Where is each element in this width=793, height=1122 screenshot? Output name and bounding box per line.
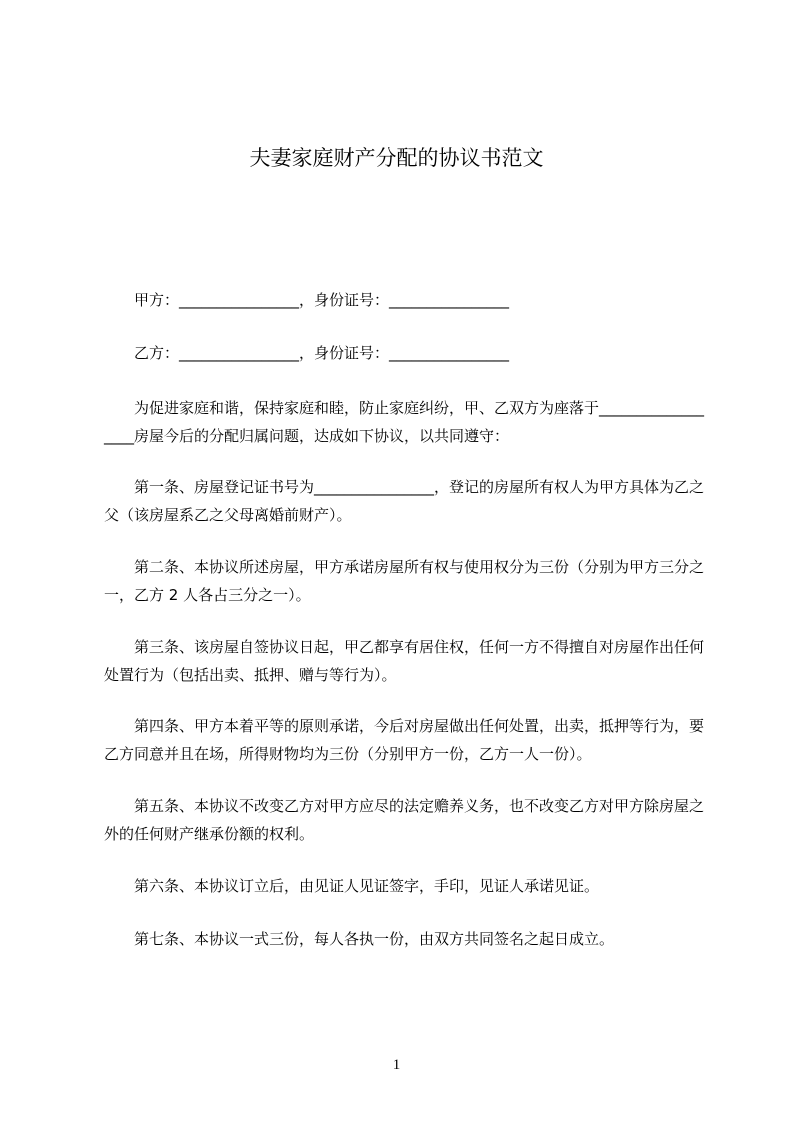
article-3: 第三条、该房屋自签协议日起，甲乙都享有居住权，任何一方不得擅自对房屋作出任何处置行为（包括出卖、抵押、赠与等行为）。 — [104, 638, 705, 684]
article-6: 第六条、本协议订立后，由见证人见证签字，手印，见证人承诺见证。 — [134, 877, 600, 895]
article-4: 第四条、甲方本着平等的原则承诺，今后对房屋做出任何处置，出卖，抵押等行为，要乙方同意并且在场，所得财物均为三份（分别甲方一份，乙方一人一份）。 — [104, 717, 705, 763]
article-1: 第一条、房屋登记证书号为________________，登记的房屋所有权人为甲方具体为乙之父（该房屋系乙之父母离婚前财产）。 — [104, 478, 705, 524]
article-7: 第七条、本协议一式三份，每人各执一份，由双方共同签名之起日成立。 — [134, 930, 615, 948]
party-a-line: 甲方：________________，身份证号：________________ — [134, 291, 510, 309]
document-title: 夫妻家庭财产分配的协议书范文 — [249, 146, 544, 170]
article-2: 第二条、本协议所述房屋，甲方承诺房屋所有权与使用权分为三份（分别为甲方三分之一，乙方 2 人各占三分之一）。 — [104, 558, 705, 604]
intro-paragraph: 为促进家庭和谐，保持家庭和睦，防止家庭纠纷，甲、乙双方为座落于__________________房屋今后的分配归属问题，达成如下协议，以共同遵守： — [104, 399, 705, 445]
party-b-line: 乙方：________________，身份证号：________________ — [134, 344, 510, 362]
page-number: 1 — [392, 1057, 401, 1073]
article-5: 第五条、本协议不改变乙方对甲方应尽的法定赡养义务，也不改变乙方对甲方除房屋之外的任何财产继承份额的权利。 — [104, 797, 705, 843]
